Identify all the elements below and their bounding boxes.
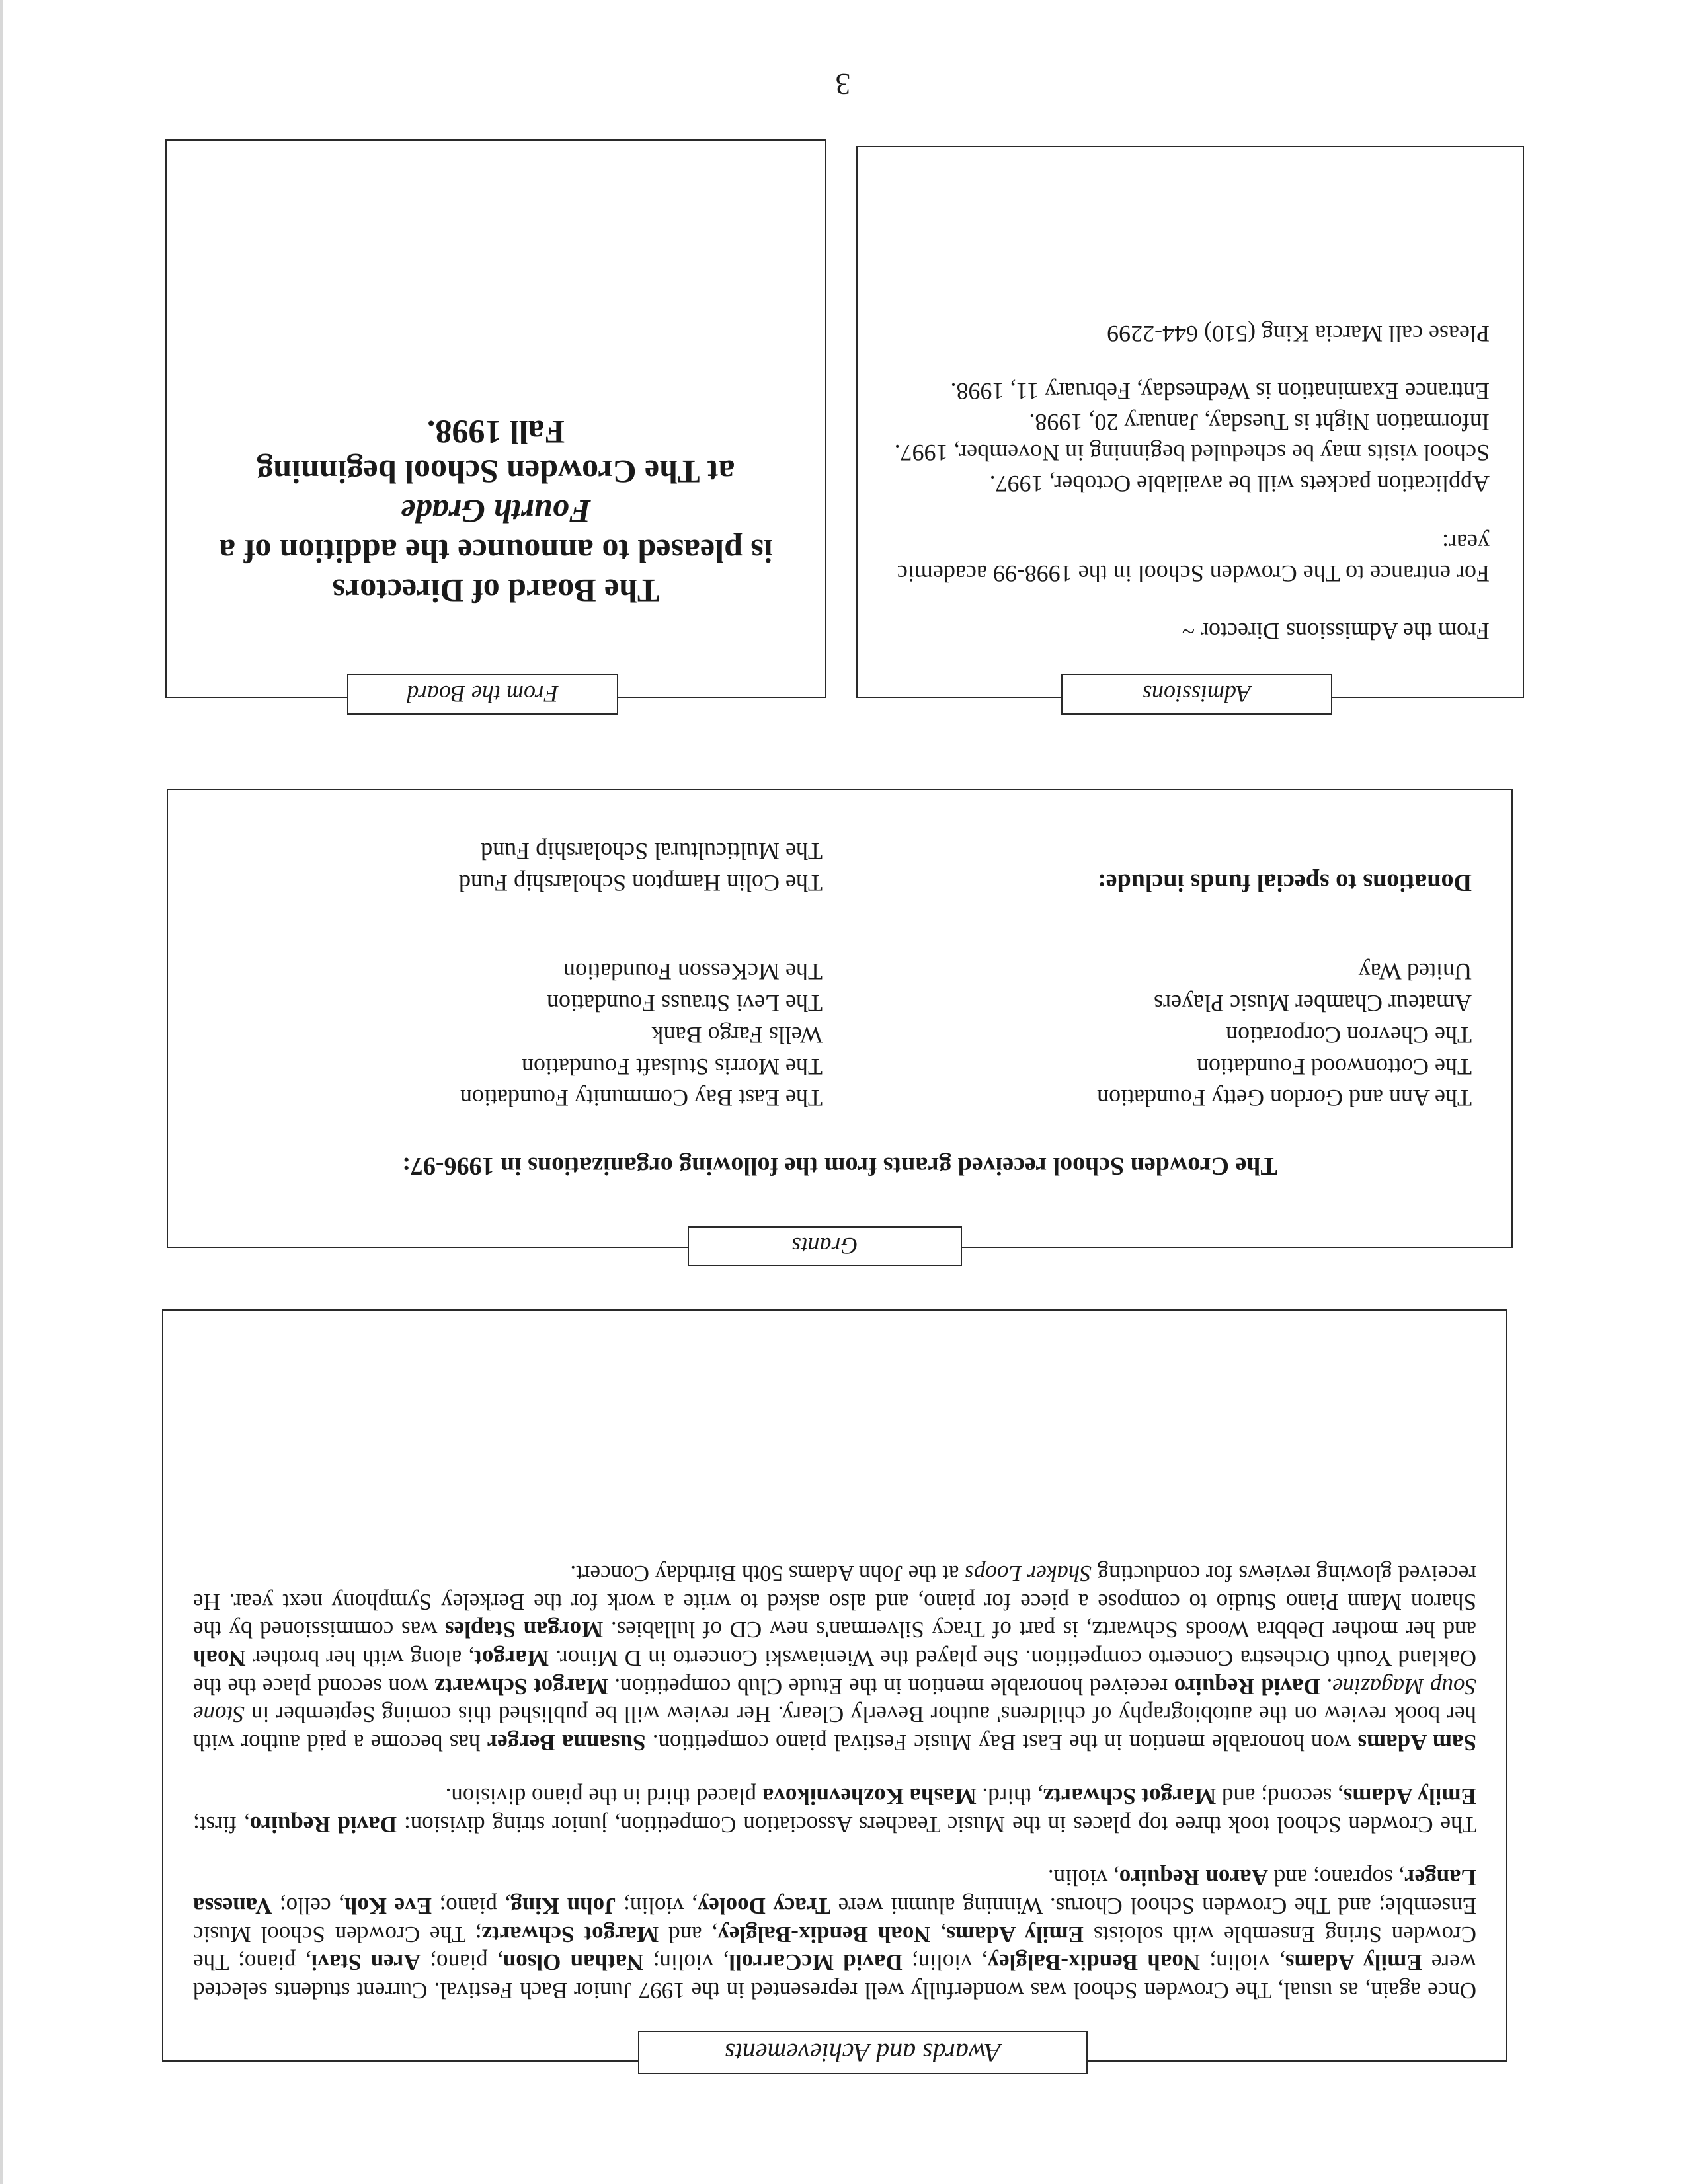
grants-box	[167, 789, 1513, 1248]
board-line-1: The Board of Directors	[332, 572, 660, 609]
awardee-name: Margot Schwartz	[1043, 1783, 1217, 1809]
awardee-name: Noah	[193, 1645, 246, 1672]
awards-text-run: , piano;	[420, 1949, 503, 1976]
work-title: Shaker Loops	[965, 1561, 1092, 1587]
awardee-name: Margot Schwartz	[481, 1921, 659, 1947]
awardee-name: Nathan Olson	[502, 1949, 644, 1976]
grants-left-column	[870, 835, 1472, 1113]
awards-text-run: , violin;	[643, 1949, 729, 1976]
awards-text-run: has become a paid author with her book review on the autobiography of childrens' author Beverly Cleary. Her review will be published this coming September in	[193, 1701, 1476, 1756]
awardee-name: David Requiro	[1174, 1673, 1320, 1699]
awardee-name: John King	[510, 1892, 616, 1919]
awards-text-run: , along with her brother	[245, 1645, 475, 1672]
grant-item: The East Bay Community Foundation	[460, 1085, 823, 1112]
awards-text-run: and her mother Debbra Woods Schwartz, is part of Tracy Silverman's new CD of lullabies.	[603, 1617, 1476, 1643]
awards-text-run: , violin;	[902, 1949, 988, 1976]
awardee-name: Vanessa Langer	[193, 1865, 1476, 1919]
board-line-3: Fourth Grade	[401, 493, 591, 530]
admissions-item: Application packets will be available October, 1997.	[989, 471, 1490, 498]
awards-text-run: The Crowden School took three top places in the Music Teachers Association Competition, junior string division:	[397, 1811, 1476, 1838]
admissions-lead: For entrance to The Crowden School in the 1998-99 academic year:	[897, 529, 1490, 587]
awards-text-run: , piano;	[431, 1892, 511, 1919]
awards-text-run: placed third in the piano division.	[445, 1783, 762, 1809]
page-number: 3	[835, 67, 851, 101]
grants-right-column	[208, 835, 823, 1113]
page-edge	[0, 0, 3, 2184]
grant-item: Amateur Chamber Music Players	[1154, 990, 1472, 1017]
board-line-2: is pleased to announce the addition of a	[219, 533, 773, 570]
admissions-item: Information Night is Tuesday, January 20, 1998.	[1029, 409, 1490, 436]
awards-text-run: , first;	[193, 1811, 250, 1838]
admissions-item: School visits may be scheduled beginning in November, 1997.	[894, 440, 1490, 467]
admissions-intro: From the Admissions Director ~	[1182, 618, 1490, 644]
grants-heading: The Crowden School received grants from the following organizations in 1996-97:	[402, 1152, 1277, 1180]
grant-item: The Levi Strauss Foundation	[547, 990, 823, 1017]
awardee-name: Emily Adams	[1343, 1783, 1476, 1809]
awardee-name: Margot	[474, 1645, 549, 1672]
board-box	[165, 139, 826, 698]
awards-text-run: received honorable mention in the Etude Club competition.	[608, 1673, 1174, 1699]
awards-text-run: , and	[659, 1921, 718, 1947]
awardee-name: Masha Kozhevnikova	[762, 1783, 977, 1809]
awardee-name: David Requiro	[249, 1811, 397, 1838]
grant-item: The Cottonwood Foundation	[1197, 1053, 1472, 1080]
work-title: Stone Soup Magazine	[193, 1673, 1476, 1728]
awards-text-run: at the John Adams 50th Birthday Concert.	[570, 1561, 965, 1587]
awards-text-run: , second; and	[1216, 1783, 1344, 1809]
board-tab: From the Board	[347, 674, 618, 715]
grant-item: United Way	[1358, 958, 1472, 985]
awards-paragraph-2	[193, 1781, 1476, 1838]
awardee-name: Noah Bendix-Balgley	[717, 1921, 931, 1947]
awardee-name: Susanna Berger	[487, 1730, 646, 1756]
awards-paragraph-3	[193, 1559, 1476, 1756]
admissions-tab: Admissions	[1061, 674, 1332, 715]
awards-text-run: .	[1320, 1673, 1333, 1699]
awardee-name: Aren Stavi	[311, 1949, 421, 1976]
grant-item: The Ann and Gordon Getty Foundation	[1097, 1085, 1472, 1112]
awards-text-run: was commissioned by the Sharon Mann Piano Studio to compose a piece for piano, and also asked to write a work for the Berkeley Symphony next year. He received glowing reviews for conducting	[193, 1561, 1476, 1643]
awards-text-run: , third.	[976, 1783, 1043, 1809]
awards-text-run: ; The Crowden School Music Ensemble; and The Crowden School Chorus. Winning alumni were	[192, 1892, 1476, 1947]
board-line-4: at The Crowden School beginning	[257, 453, 735, 490]
awardee-name: Tracy Dooley	[697, 1892, 831, 1919]
awards-box	[162, 1309, 1507, 2062]
grant-item: Wells Fargo Bank	[651, 1021, 823, 1048]
special-fund-item: The Colin Hampton Scholarship Fund	[459, 870, 823, 897]
admissions-contact: Please call Marcia King (510) 644-2299	[1107, 321, 1490, 348]
awardee-name: Margot Schwartz	[434, 1673, 608, 1699]
special-funds-heading: Donations to special funds include:	[1098, 869, 1472, 897]
awards-text-run: , violin.	[1047, 1865, 1119, 1891]
grant-item: The Chevron Corporation	[1226, 1021, 1472, 1048]
awards-text-run: , cello;	[272, 1892, 344, 1919]
admissions-item: Entrance Examination is Wednesday, February 11, 1998.	[950, 377, 1490, 405]
awards-paragraph-1	[193, 1863, 1476, 2004]
awards-text-run: ,	[930, 1921, 947, 1947]
grants-tab: Grants	[688, 1226, 962, 1266]
awardee-name: Eve Koh	[344, 1892, 432, 1919]
grant-item: The Morris Stulsaft Foundation	[522, 1053, 823, 1080]
awardee-name: Aaron Requiro	[1119, 1865, 1269, 1891]
special-fund-item: The Multicultural Scholarship Fund	[481, 838, 823, 865]
awards-text-run: Once again, as usual, The Crowden School was wonderfully well represented in the 1997 Junior Bach Festival. Current students selected were	[193, 1949, 1476, 2004]
awards-text-run: , piano; The Crowden String Ensemble with soloists	[193, 1921, 1476, 1976]
awards-text-run: won honorable mention in the East Bay Music Festival piano competition.	[645, 1730, 1358, 1756]
awards-tab: Awards and Achievements	[638, 2031, 1088, 2074]
awards-text-run: , violin;	[616, 1892, 698, 1919]
awardee-name: Emily Adams	[1285, 1949, 1422, 1976]
awards-text-run: , soprano; and	[1268, 1865, 1405, 1891]
awards-text-run: won second place the the Oakland Youth Orchestra Concerto competition. She played the Wieniawski Concerto in D Minor.	[193, 1645, 1476, 1699]
awardee-name: Morgan Staples	[445, 1617, 604, 1643]
grant-item: The McKesson Foundation	[563, 958, 823, 985]
admissions-box	[856, 146, 1524, 698]
awards-text-run: , violin;	[1200, 1949, 1285, 1976]
awardee-name: David McCarroll	[729, 1949, 903, 1976]
awardee-name: Noah Bendix-Balgley	[987, 1949, 1201, 1976]
board-line-5: Fall 1998.	[426, 414, 565, 451]
awardee-name: Sam Adams	[1357, 1730, 1476, 1756]
awardee-name: Emily Adams	[946, 1921, 1084, 1947]
